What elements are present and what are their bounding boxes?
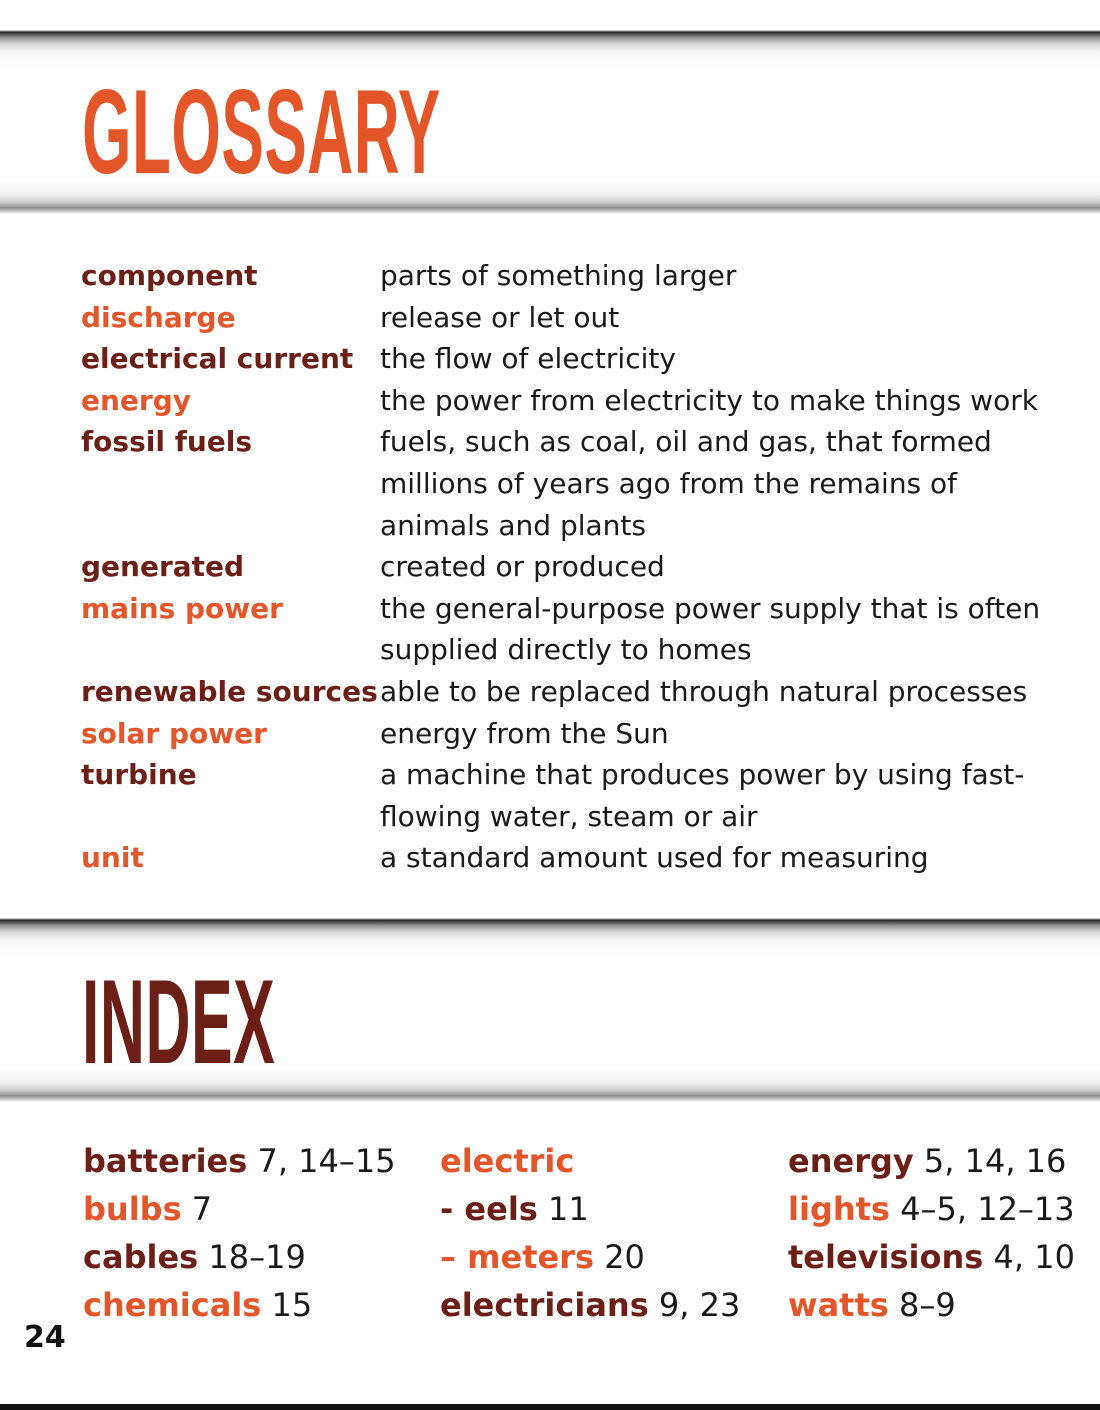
glossary-list [0, 255, 1100, 879]
glossary-entry-generated [0, 546, 1100, 588]
glossary-definition [380, 338, 1100, 380]
index-entry [788, 1281, 1075, 1329]
glossary-entry-unit [0, 837, 1100, 879]
index-term: electricians [440, 1286, 649, 1324]
glossary-term: discharge [81, 300, 236, 334]
index-pages: 4–5, 12–13 [900, 1190, 1075, 1228]
glossary-term: fossil fuels [81, 425, 253, 459]
index-term: bulbs [83, 1190, 182, 1228]
glossary-entry-electrical-current [0, 338, 1100, 380]
glossary-entry-fossil-fuels [0, 421, 1100, 546]
index-entry [83, 1185, 396, 1233]
index-pages: 4, 10 [993, 1238, 1075, 1276]
definition-line: parts of something larger [380, 259, 737, 292]
definition-line: the flow of electricity [380, 342, 676, 376]
glossary-term: solar power [81, 716, 267, 750]
index-pages: 15 [271, 1286, 313, 1324]
glossary-entry-component [0, 255, 1100, 297]
glossary-definition [380, 671, 1100, 713]
glossary-definition [380, 837, 1100, 879]
glossary-term: turbine [81, 758, 197, 792]
index-term: watts [788, 1286, 889, 1324]
glossary-title: GLOSSARY [82, 65, 441, 199]
index-pages: 20 [604, 1238, 645, 1276]
index-term: chemicals [83, 1286, 262, 1324]
index-entry [440, 1281, 740, 1329]
definition-line: a standard amount used for measuring [380, 841, 929, 875]
index-term: electric [440, 1142, 575, 1180]
glossary-entry-renewable-sources [0, 671, 1100, 713]
index-column [440, 1137, 740, 1329]
glossary-definition [380, 588, 1100, 671]
glossary-term: energy [81, 383, 192, 417]
index-pages: 9, 23 [658, 1286, 741, 1324]
index-entry [83, 1281, 396, 1329]
definition-line: supplied directly to homes [380, 633, 752, 667]
index-entry [83, 1137, 396, 1185]
index-pages: 7, 14–15 [257, 1142, 396, 1180]
definition-line: millions of years ago from the remains of [380, 466, 958, 500]
glossary-definition [380, 380, 1100, 422]
glossary-term: generated [81, 550, 245, 584]
index-pages: 11 [548, 1190, 589, 1228]
glossary-definition [380, 255, 1100, 297]
index-term: cables [83, 1238, 199, 1276]
glossary-definition [380, 713, 1100, 755]
index-term: lights [788, 1190, 890, 1228]
glossary-term: mains power [81, 591, 283, 625]
glossary-definition [380, 546, 1100, 588]
glossary-definition [380, 421, 1100, 546]
index-entry [83, 1233, 396, 1281]
glossary-term: component [81, 259, 258, 292]
definition-line: able to be replaced through natural processes [380, 674, 1028, 708]
definition-line: flowing water, steam or air [380, 799, 758, 833]
index-entry [440, 1185, 740, 1233]
definition-line: energy from the Sun [380, 716, 669, 750]
index-title: INDEX [82, 955, 276, 1089]
definition-line: fuels, such as coal, oil and gas, that formed [380, 425, 992, 459]
glossary-entry-discharge [0, 297, 1100, 339]
index-term: - eels [440, 1190, 538, 1228]
index-column [788, 1137, 1075, 1329]
glossary-term: unit [81, 841, 144, 875]
index-entry [788, 1185, 1075, 1233]
definition-line: the general-purpose power supply that is often [380, 591, 1041, 625]
index-entry [440, 1137, 740, 1185]
index-pages: 18–19 [208, 1238, 306, 1276]
glossary-entry-energy [0, 380, 1100, 422]
index-entry [440, 1233, 740, 1281]
index-entry [788, 1137, 1075, 1185]
definition-line: release or let out [380, 300, 620, 334]
glossary-entry-turbine [0, 754, 1100, 837]
index-term: energy [788, 1142, 914, 1180]
glossary-term: renewable sources [81, 674, 378, 708]
index-column [83, 1137, 396, 1329]
index-term: televisions [788, 1238, 984, 1276]
glossary-term: electrical current [81, 342, 354, 376]
index-term: – meters [440, 1238, 595, 1276]
glossary-entry-mains-power [0, 588, 1100, 671]
index-pages: 7 [191, 1190, 213, 1228]
glossary-definition [380, 297, 1100, 339]
page-bottom-rule [0, 1404, 1100, 1410]
definition-line: the power from electricity to make things work [380, 383, 1038, 417]
page-number: 24 [24, 1320, 66, 1355]
index-entry [788, 1233, 1075, 1281]
glossary-definition [380, 754, 1100, 837]
index-pages: 8–9 [898, 1286, 956, 1324]
definition-line: a machine that produces power by using fast- [380, 758, 1025, 792]
definition-line: created or produced [380, 550, 665, 584]
index-pages: 5, 14, 16 [923, 1142, 1067, 1180]
definition-line: animals and plants [380, 508, 646, 542]
glossary-entry-solar-power [0, 713, 1100, 755]
index-term: batteries [83, 1142, 248, 1180]
